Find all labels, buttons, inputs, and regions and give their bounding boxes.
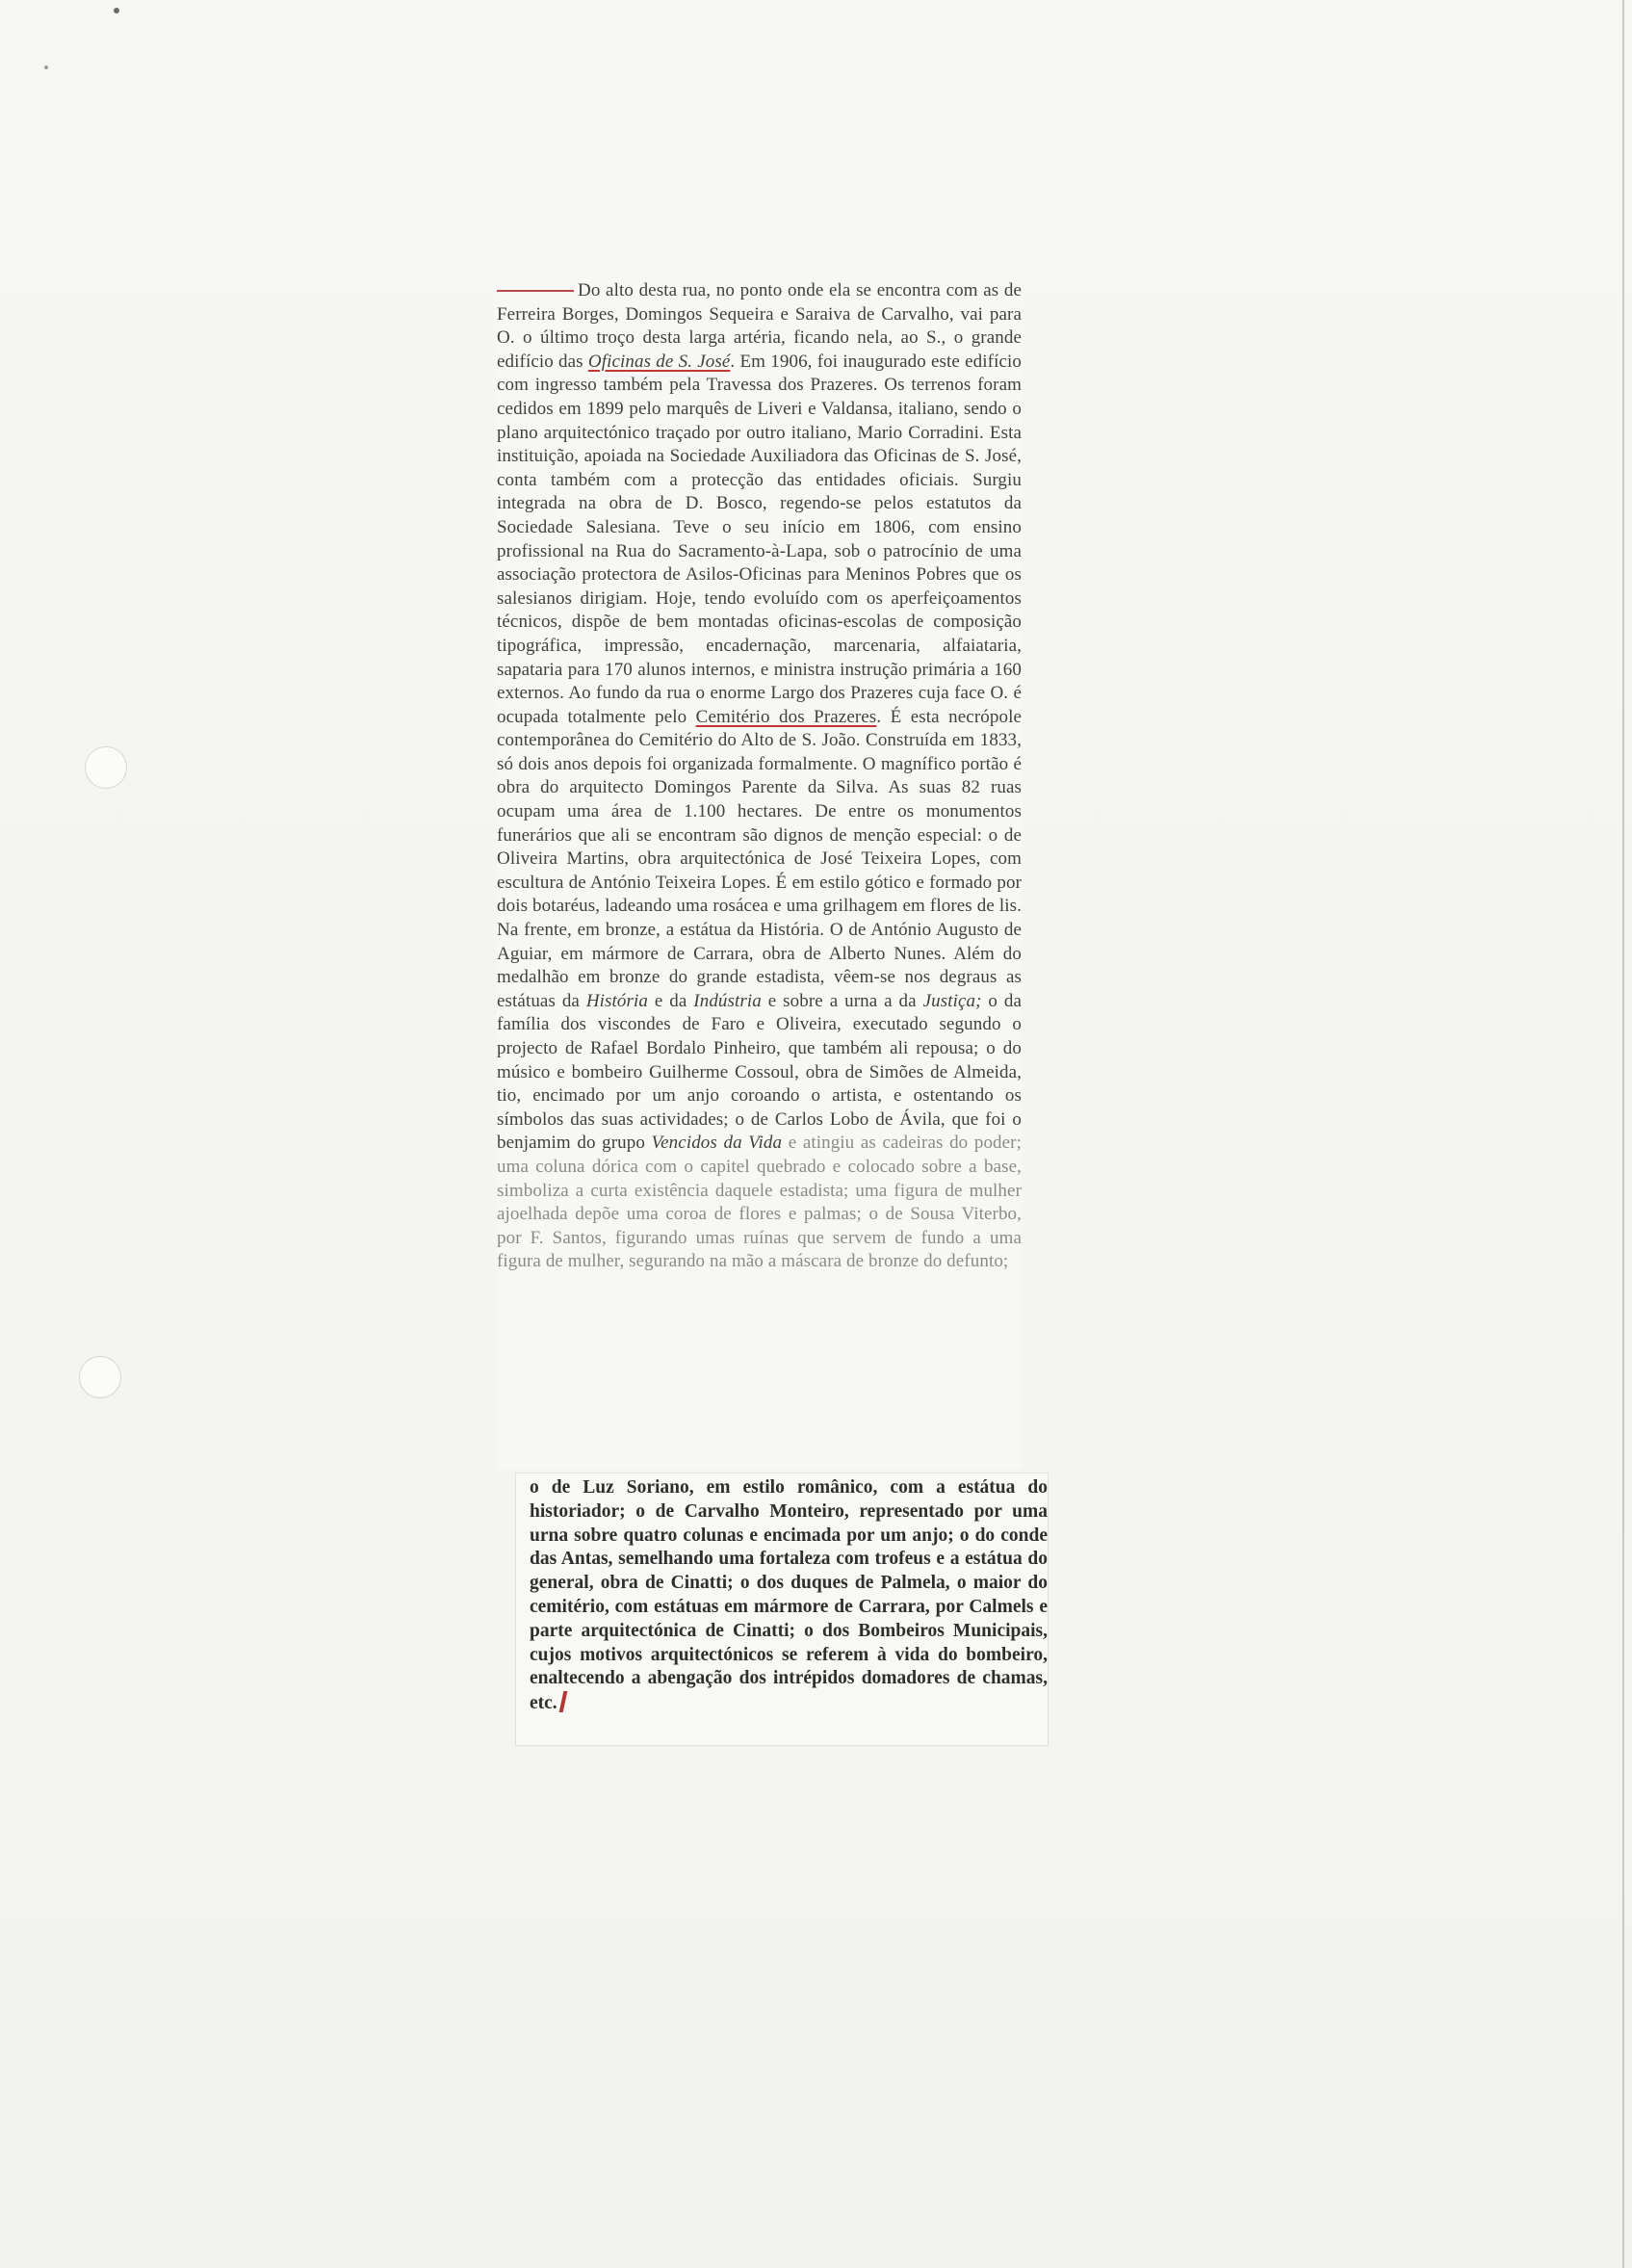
red-indent-mark <box>497 290 574 294</box>
red-end-mark <box>558 1691 567 1712</box>
dust-speck <box>114 8 119 13</box>
text-run: e sobre a urna a da <box>761 990 923 1011</box>
underlined-reference: Oficinas de S. José <box>587 351 731 372</box>
text-run: e da <box>648 990 694 1011</box>
article-column-continuation <box>530 1476 1048 1716</box>
underlined-reference: Cemitério dos Prazeres <box>695 706 877 727</box>
text-run: o da família dos viscondes de Faro e Oliveira, executado segundo o projecto de Rafael Bordalo Pinheiro, que também ali repousa; o do músico e bombeiro Guilherme Cossoul, obra de Simões de Almeida, tio, encimado por um anjo coroando o artista, e ostentando os símbolos das suas actividades; o de Carlos Lobo de Ávila, que foi o benjamim do grupo <box>497 990 1023 1154</box>
italic-term: Indústria <box>693 990 762 1011</box>
text-run: . Em 1906, foi inaugurado este edifício com ingresso também pela Travessa dos Prazeres. Os terrenos foram cedidos em 1899 pelo marquês de Liveri e Valdansa, italiano, sendo o plano arquitectónico traçado por outro italiano, Mario Corradini. Esta instituição, apoiada na Sociedade Auxiliadora das Oficinas de S. José, conta também com a protecção das entidades oficiais. Surgiu integrada na obra de D. Bosco, regendo-se pelos estatutos da Sociedade Salesiana. Teve o seu início em 1806, com ensino profissional na Rua do Sacramento-à-Lapa, sob o patrocínio de uma associação protectora de Asilos-Oficinas para Meninos Pobres que os salesianos dirigiam. Hoje, tendo evoluído com os aperfeiçoamentos técnicos, dispõe de bem montadas oficinas-escolas de composição tipográfica, impressão, encadernação, marcenaria, alfaiataria, sapataria para 170 alunos internos, e ministra instrução primária a 160 externos. Ao fundo da rua o enorme Largo dos Prazeres cuja face O. é ocupada totalmente pelo <box>497 351 1022 727</box>
dust-speck <box>44 65 48 69</box>
italic-term: Justiça; <box>922 990 982 1011</box>
punch-hole <box>79 1356 121 1398</box>
italic-term: Vencidos da Vida <box>651 1133 783 1154</box>
text-run: . É esta necrópole contemporânea do Cemitério do Alto de S. João. Construída em 1833, só dois anos depois foi organizada formalmente. O magnífico portão é obra do arquitecto Domingos Parente da Silva. As suas 82 ruas ocupam uma área de 1.100 hectares. De entre os monumentos funerários que ali se encontram são dignos de menção especial: o de Oliveira Martins, obra arquitectónica de José Teixeira Lopes, com escultura de António Teixeira Lopes. É em estilo gótico e formado por dois botaréus, ladeando uma rosácea e uma grilhagem em flores de lis. Na frente, em bronze, a estátua da História. O de António Augusto de Aguiar, em mármore de Carrara, obra de Alberto Nunes. Além do medalhão em bronze do grande estadista, vêem-se nos degraus as estátuas da <box>497 706 1022 1011</box>
italic-term: História <box>585 990 648 1011</box>
text-run: Do alto desta rua, no ponto onde ela se encontra com as de Ferreira Borges, Domingos Sequeira e Saraiva de Carvalho, vai para O. o último troço desta larga artéria, ficando nela, ao S., o grande edifício das <box>497 280 1022 372</box>
punch-hole <box>85 746 127 789</box>
text-run: o de Luz Soriano, em estilo românico, com a estátua do historiador; o de Carvalho Monteiro, representado por uma urna sobre quatro colunas e encimada por um anjo; o do conde das Antas, semelhando uma fortaleza com trofeus e a estátua do general, obra de Cinatti; o dos duques de Palmela, o maior do cemitério, com estátuas em mármore de Carrara, por Calmels e parte arquitectónica de Cinatti; o dos Bombeiros Municipais, cujos motivos arquitectónicos se referem à vida do bombeiro, enaltecendo a abengação dos intrépidos domadores de chamas, etc. <box>530 1477 1048 1714</box>
page-edge <box>1622 0 1624 2268</box>
article-column-main <box>497 279 1022 1274</box>
text-run-faded: e atingiu as cadeiras do poder; uma coluna dórica com o capitel quebrado e colocado sobre a base, simboliza a curta existência daquele estadista; uma figura de mulher ajoelhada depõe uma coroa de flores e palmas; o de Sousa Viterbo, por F. Santos, figurando umas ruínas que servem de fundo a uma figura de mulher, segurando na mão a máscara de bronze do defunto; <box>497 1133 1022 1272</box>
